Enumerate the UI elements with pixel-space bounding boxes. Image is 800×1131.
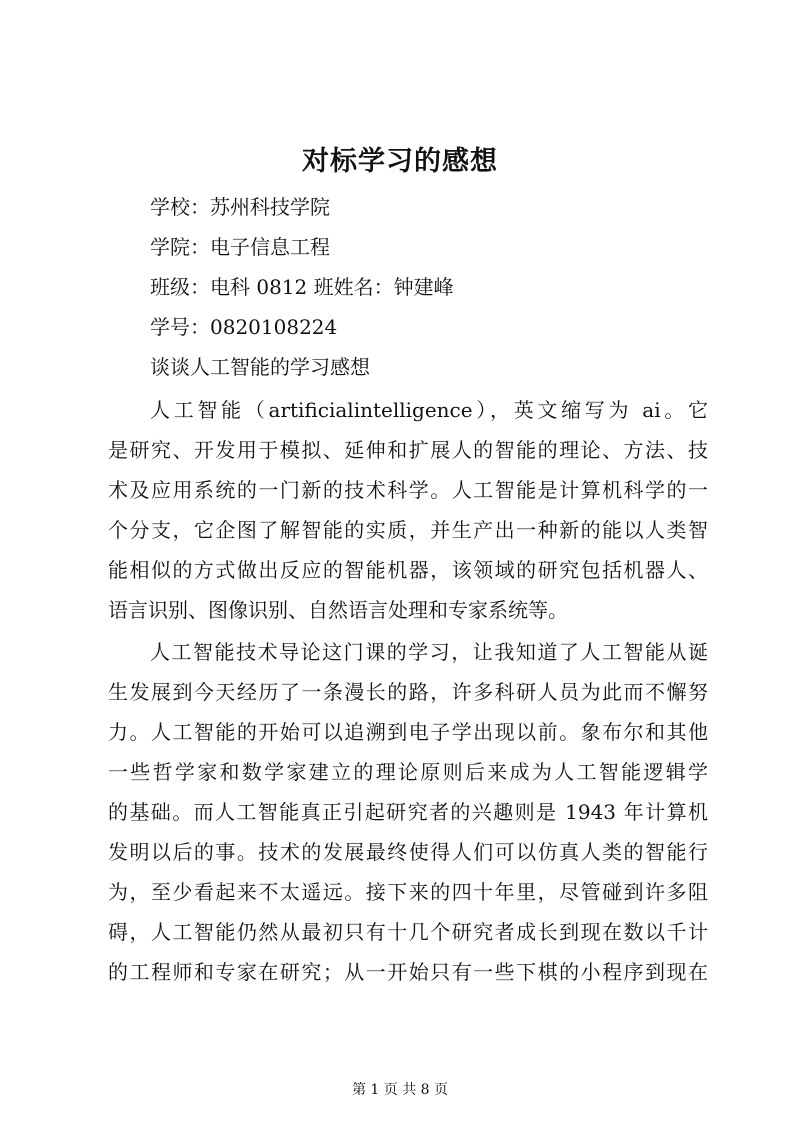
paragraph-2-line: 生发展到今天经历了一条漫长的路，许多科研人员为此而不懈努: [108, 680, 708, 704]
class-name-line: 班级：电科 0812 班姓名：钟建峰: [150, 275, 454, 299]
page-footer: 第 1 页 共 8 页: [351, 1082, 449, 1098]
paragraph-2-line: 的工程师和专家在研究；从一开始只有一些下棋的小程序到现在: [108, 960, 708, 984]
paragraph-1-line: 是研究、开发用于模拟、延伸和扩展人的智能的理论、方法、技: [108, 438, 708, 462]
paragraph-1-line: 语言识别、图像识别、自然语言处理和专家系统等。: [108, 598, 568, 622]
college-line: 学院：电子信息工程: [150, 235, 330, 259]
paragraph-2-line: 碍，人工智能仍然从最初只有十几个研究者成长到现在数以千计: [108, 920, 708, 944]
paragraph-2-line: 发明以后的事。技术的发展最终使得人们可以仿真人类的智能行: [108, 840, 708, 864]
topic-line: 谈谈人工智能的学习感想: [150, 355, 370, 379]
paragraph-1-line: 人工智能（artificialintelligence），英文缩写为 ai。它: [150, 398, 708, 422]
paragraph-1-line: 术及应用系统的一门新的技术科学。人工智能是计算机科学的一: [108, 478, 708, 502]
student-id-line: 学号：0820108224: [150, 315, 338, 339]
paragraph-1-line: 个分支，它企图了解智能的实质，并生产出一种新的能以人类智: [108, 518, 708, 542]
paragraph-2-line: 的基础。而人工智能真正引起研究者的兴趣则是 1943 年计算机: [108, 800, 708, 824]
paragraph-2-line: 人工智能技术导论这门课的学习，让我知道了人工智能从诞: [150, 640, 708, 664]
paragraph-2-line: 一些哲学家和数学家建立的理论原则后来成为人工智能逻辑学: [108, 760, 708, 784]
paragraph-2-line: 为，至少看起来不太遥远。接下来的四十年里，尽管碰到许多阻: [108, 880, 708, 904]
paragraph-2-line: 力。人工智能的开始可以追溯到电子学出现以前。象布尔和其他: [108, 720, 708, 744]
document-title: 对标学习的感想: [302, 146, 498, 177]
paragraph-1-line: 能相似的方式做出反应的智能机器，该领域的研究包括机器人、: [108, 558, 708, 582]
school-line: 学校：苏州科技学院: [150, 195, 330, 219]
